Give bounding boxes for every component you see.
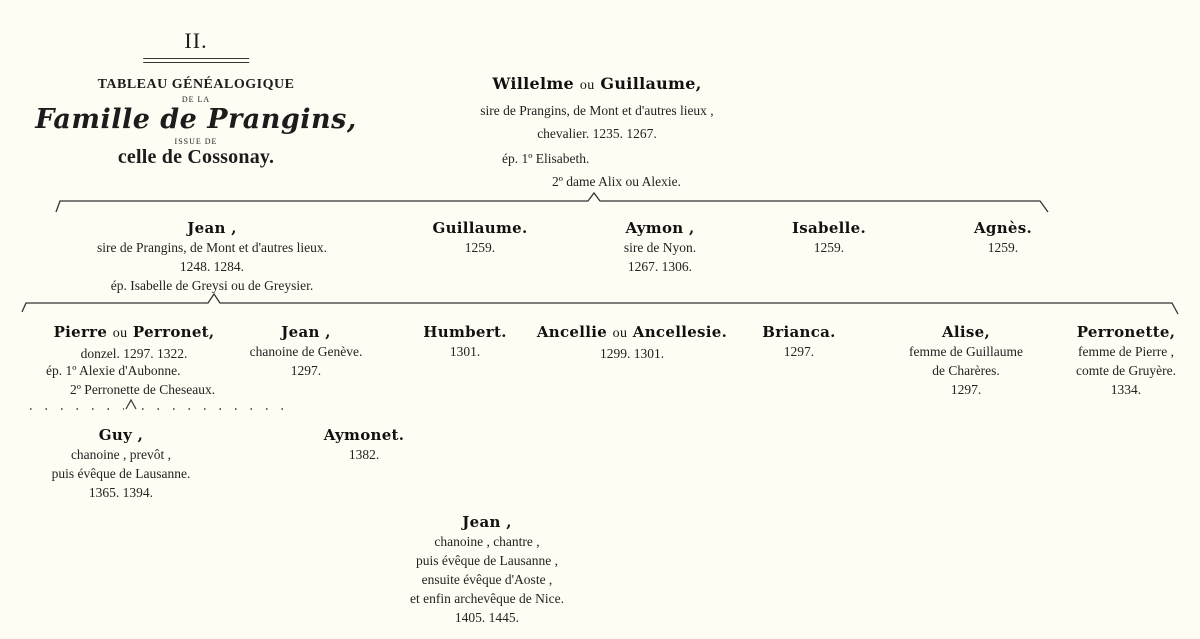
person-dates: 1259. [464,240,496,255]
person-name: Agnès. [973,219,1033,237]
person-spouse-2: 2º Perronette de Cheseaux. [70,382,216,397]
person-aymon [624,218,696,276]
person-detail: chanoine , chantre , [434,534,540,549]
person-dates: 1301. [449,344,481,359]
plate-number: II. [184,28,208,53]
person-guillaume-gen1 [432,218,527,257]
name-alternate: Ancellesie. [632,323,728,341]
person-dates: 1259. [987,240,1019,255]
person-dates: 1297. [783,344,815,359]
person-detail: puis évêque de Lausanne , [415,553,559,568]
title-rule [143,58,249,63]
person-detail: femme de Pierre , [1078,344,1174,359]
person-detail: sire de Prangins, de Mont et d'autres lieux. [96,240,328,255]
person-detail: sire de Prangins, de Mont et d'autres lieux , [480,103,714,118]
person-jean-chanoine [250,322,363,380]
person-humbert [423,322,506,361]
person-dates: 1382. [348,447,380,462]
person-name [480,74,713,96]
name-primary: Ancellie [536,323,608,341]
person-guy [52,425,191,502]
name-or: ou [112,326,128,341]
person-dates: 1297. [290,363,322,378]
person-name [54,322,215,344]
person-detail: chanoine de Genève. [249,344,363,359]
person-detail: comte de Gruyère. [1075,363,1177,378]
person-name: Alise, [941,323,991,341]
person-name: Aymon , [625,219,695,237]
person-alise [909,322,1023,399]
person-spouse-1: ép. 1º Elisabeth. [502,151,590,166]
person-name: Humbert. [423,323,507,341]
person-willelme [480,74,713,145]
person-jean-gen1 [97,218,327,295]
title-block [35,28,357,169]
title-line-1: TABLEAU GÉNÉALOGIQUE [97,77,295,92]
person-name: Jean , [281,323,331,341]
person-name: Guy , [98,426,144,444]
person-agnes [974,218,1032,257]
person-dates: donzel. 1297. 1322. [80,346,188,361]
title-line-5: celle de Cossonay. [117,146,275,168]
person-isabelle [792,218,866,257]
person-dates: 1259. [813,240,845,255]
person-name: Perronette, [1076,323,1176,341]
person-detail: puis évêque de Lausanne. [51,466,191,481]
title-line-4: ISSUE DE [174,137,218,146]
person-name: Aymonet. [323,426,405,444]
name-primary: Pierre [53,323,108,341]
person-dates: 1365. 1394. [88,485,154,500]
name-or: ou [579,78,595,93]
person-dates: 1405. 1445. [454,610,520,625]
person-aymonet [324,425,405,464]
title-line-2: DE LA [181,95,211,104]
person-detail: sire de Nyon. [623,240,697,255]
person-name: Isabelle. [791,219,867,237]
name-primary: Willelme [492,74,575,93]
person-spouse: ép. Isabelle de Greysi ou de Greysier. [110,278,314,293]
person-spouse-2: 2º dame Alix ou Alexie. [552,174,682,189]
person-detail: chanoine , prevôt , [70,447,172,462]
person-dates: 1299. 1301. [599,346,665,361]
name-or: ou [612,326,628,341]
person-name [537,322,727,344]
person-ancellie [537,322,727,363]
person-spouse-1: ép. 1º Alexie d'Aubonne. [46,363,181,378]
person-brianca [762,322,835,361]
person-dates: 1248. 1284. [179,259,245,274]
person-perronette [1076,322,1176,399]
person-name: Guillaume. [432,219,528,237]
person-name: Brianca. [762,323,836,341]
name-alternate: Guillaume [600,74,696,93]
person-detail: et enfin archevêque de Nice. [409,591,565,606]
person-dates: 1267. 1306. [627,259,693,274]
person-name: Jean , [187,219,237,237]
name-alternate: Perronet, [132,323,215,341]
person-detail: chevalier. 1235. 1267. [537,126,657,141]
person-detail: femme de Guillaume [909,344,1023,359]
person-dates: 1297. [950,382,982,397]
person-detail: de Charères. [932,363,1000,378]
person-pierre-perronet [54,322,215,363]
title-family-name: Famille de Prangins, [35,104,357,135]
person-jean-archeveque [410,512,564,627]
person-detail: ensuite évêque d'Aoste , [421,572,553,587]
person-dates: 1334. [1110,382,1142,397]
name-comma: , [695,74,702,93]
person-name: Jean , [462,513,512,531]
